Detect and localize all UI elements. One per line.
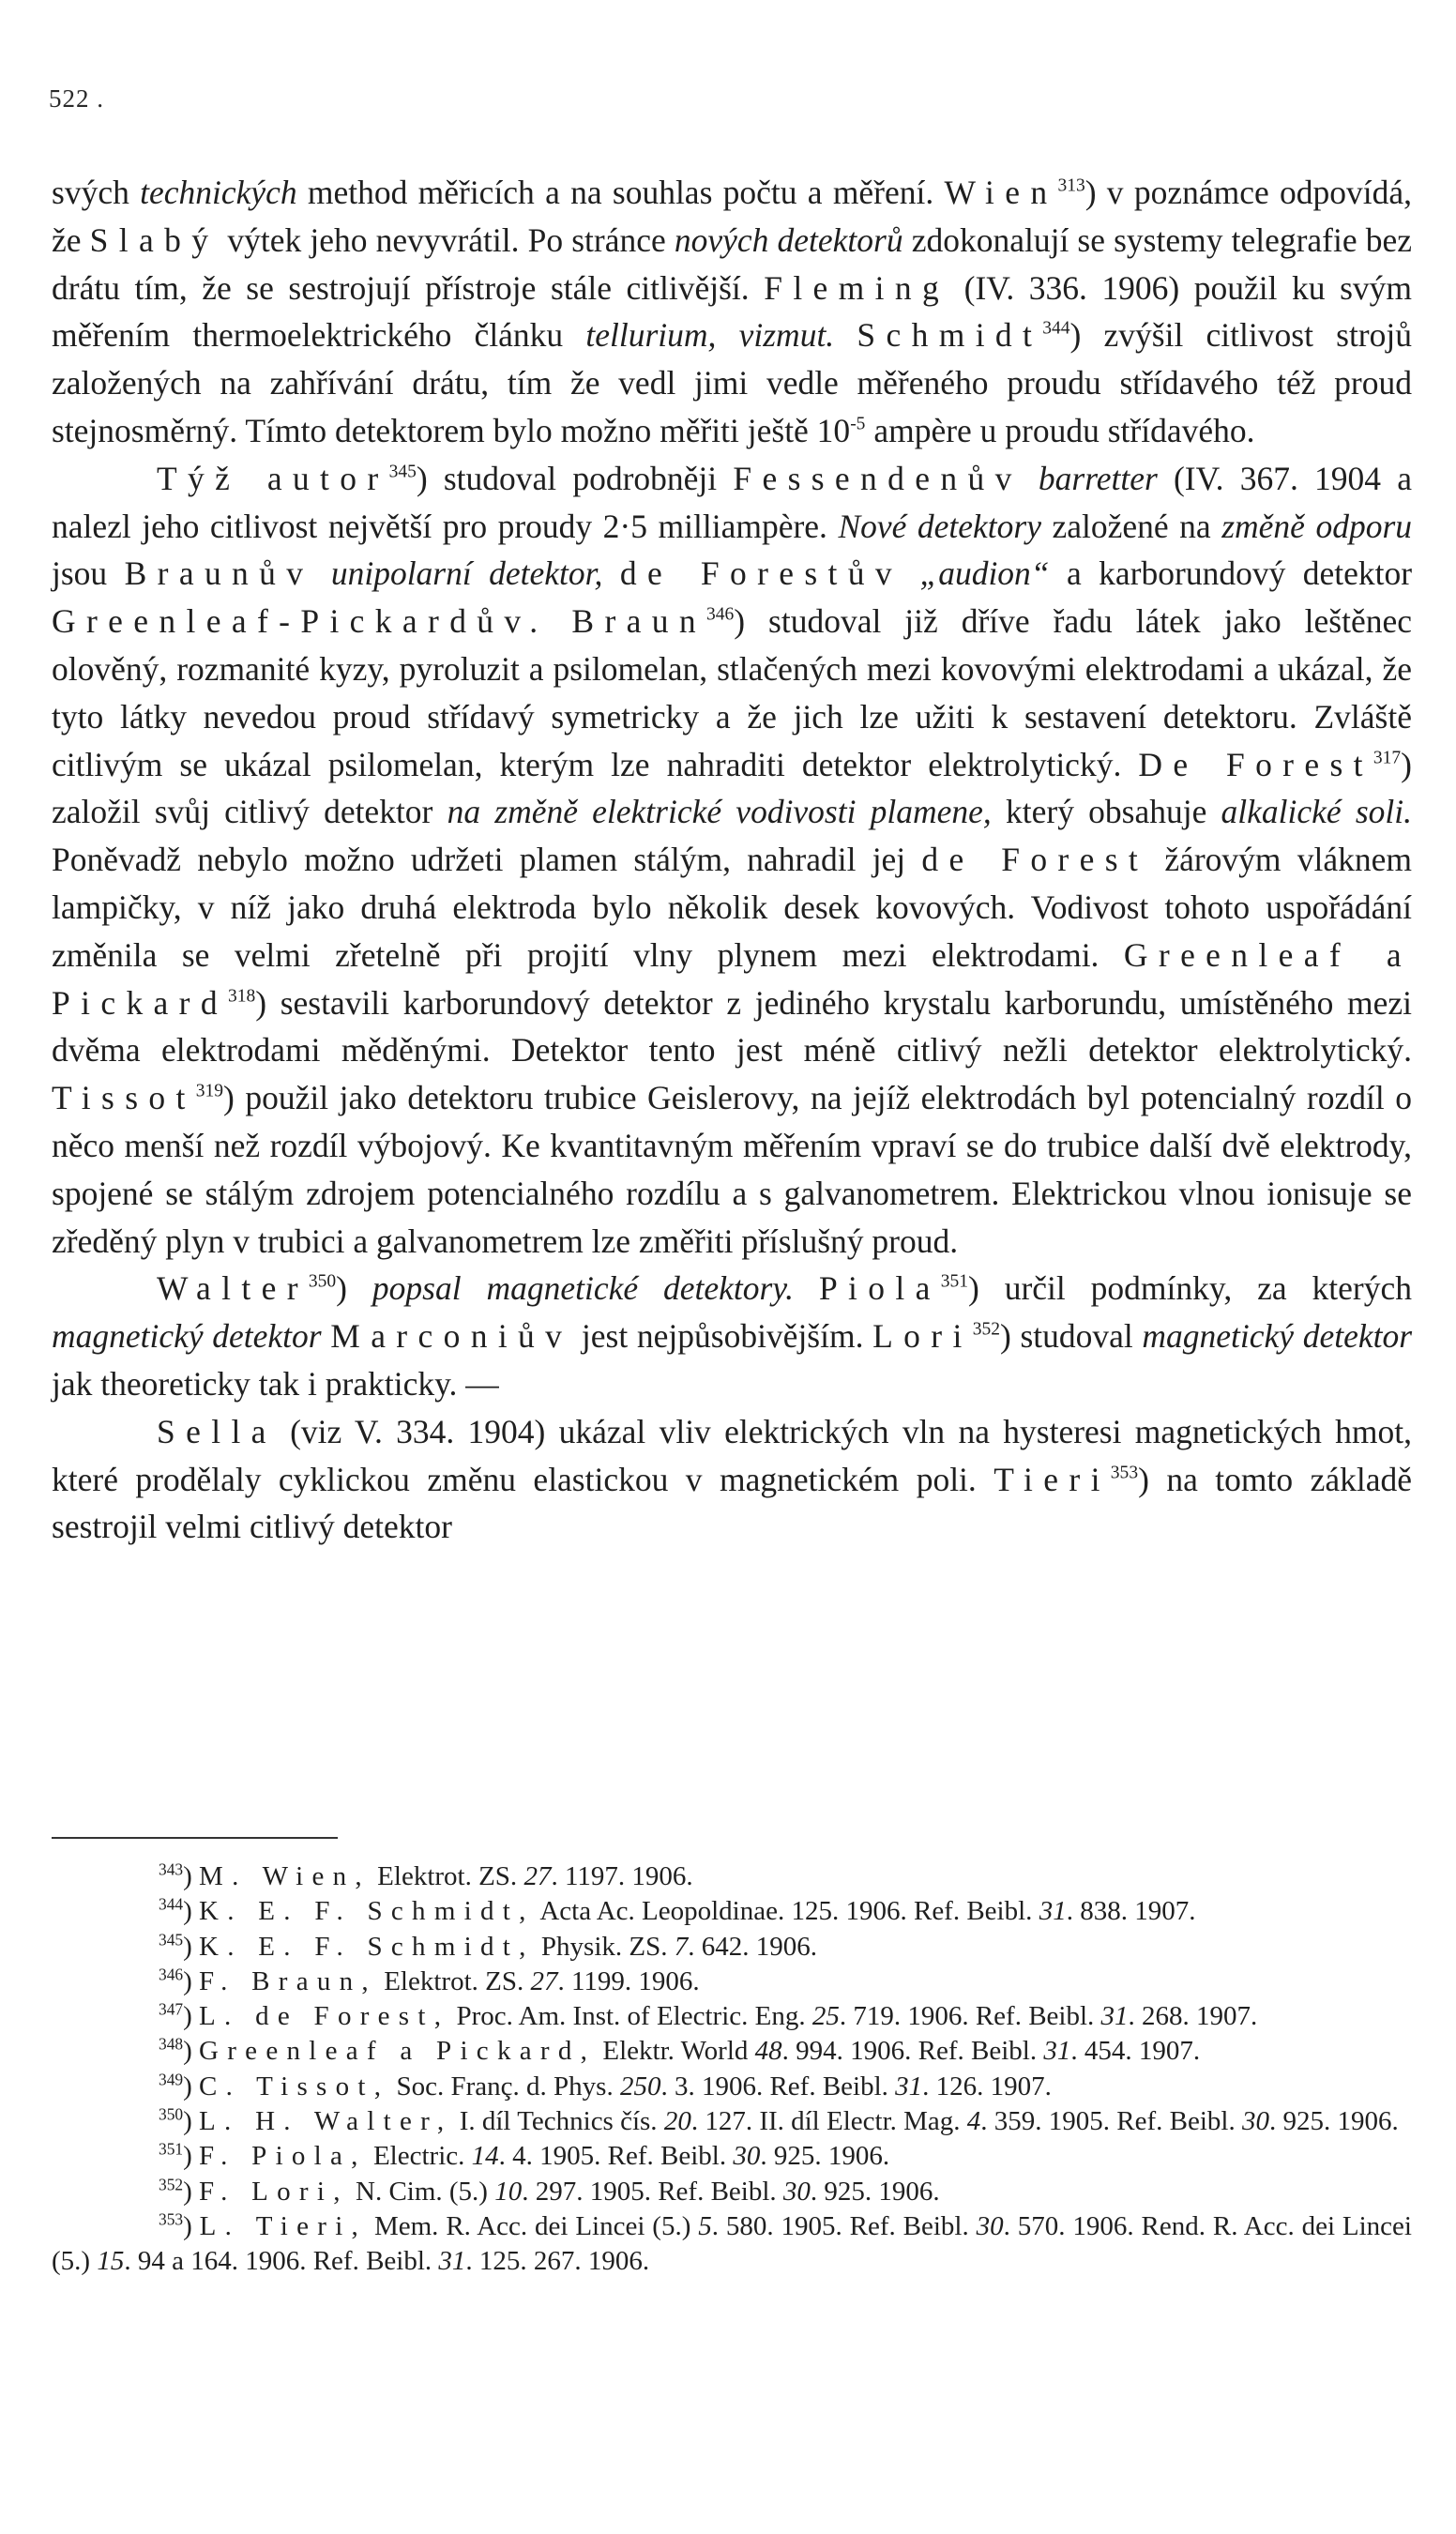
- footnote: $^{343}$) M. Wien, Elektrot. ZS. 27. 1197. 1906.: [159, 1859, 693, 1891]
- author-name: Greenleaf a Pickard: [52, 935, 1412, 1022]
- author-name: Fessendenův: [733, 459, 1023, 497]
- author-name: Lori: [872, 1317, 973, 1356]
- footnote-ref: 353: [1110, 1462, 1139, 1482]
- body-text: [52, 169, 1412, 1551]
- footnote-ref: 352: [972, 1319, 1000, 1340]
- footnote-ref: 346: [705, 604, 735, 625]
- author-name: Schmidt: [857, 316, 1043, 355]
- author-name: Tieri: [993, 1460, 1111, 1498]
- footnote-ref: 318: [227, 985, 256, 1006]
- author-name: Piola: [818, 1269, 941, 1308]
- footnote-ref: 351: [940, 1271, 968, 1292]
- author-name: De Forest: [1138, 745, 1373, 783]
- author-name: Walter: [157, 1269, 309, 1308]
- footnote: $^{345}$) K. E. F. Schmidt, Physik. ZS. 7. 642. 1906.: [159, 1930, 817, 1962]
- author-name: Wien: [944, 174, 1058, 211]
- author-name: Fleming: [764, 268, 950, 307]
- author-name: Braunův: [124, 554, 314, 593]
- footnote: $^{351}$) F. Piola, Electric. 14. 4. 1905. Ref. Beibl. 30. 925. 1906.: [159, 2139, 890, 2172]
- author-name: Marconiův: [330, 1317, 573, 1356]
- footnote-ref: 344: [1042, 318, 1070, 339]
- footnote: $^{350}$) L. H. Walter, I. díl Technics čís. 20. 127. II. díl Electr. Mag. 4. 359. 1905. Ref. Beibl. 30. 925. 1906.: [159, 2104, 1399, 2137]
- author-name: de Forest: [921, 841, 1149, 879]
- author-name: Týž autor: [157, 459, 389, 497]
- footnote: $^{347}$) L. de Forest, Proc. Am. Inst. of Electric. Eng. 25. 719. 1906. Ref. Beibl. 31. 268. 1907.: [159, 1999, 1258, 2032]
- paragraph-4: Sella (viz V. 334. 1904) ukázal vliv elektrických vln na hysteresi magnetických hmot, které prodělaly cyklickou změnu elastickou v magnetickém poli. Tieri$^{353}$) na tomto základě sestrojil velmi citlivý detektor: [52, 1412, 1412, 1546]
- footnote: $^{348}$) Greenleaf a Pickard, Elektr. World 48. 994. 1906. Ref. Beibl. 31. 454. 1907.: [159, 2035, 1201, 2067]
- footnote: $^{346}$) F. Braun, Elektrot. ZS. 27. 1199. 1906.: [159, 1965, 700, 1996]
- author-name: Tissot: [52, 1079, 196, 1117]
- footnotes: [52, 1859, 1412, 2280]
- footnote-ref: 345: [388, 462, 417, 482]
- author-name: Braun: [571, 602, 706, 641]
- footnote: $^{352}$) F. Lori, N. Cim. (5.) 10. 297. 1905. Ref. Beibl. 30. 925. 1906.: [159, 2175, 940, 2207]
- paragraph-2: Týž autor$^{345}$) studoval podrobněji Fessendenův barretter (IV. 367. 1904 a nalezl jeho citlivost největší pro proudy 2·5 milliampère. Nové detektory založené na změně odporu jsou Braunův unipolarní detektor, de Forestův „audion“ a karborundový detektor Greenleaf-Pickardův. Braun$^{346}$) studoval již dříve řadu látek jako leštěnec olověný, rozmanité kyzy, pyroluzit a psilomelan, stlačených mezi kovovými elektrodami a ukázal, že tyto látky nevedou proud střídavý symetricky a že jich lze užiti k sestavení detektoru. Zvláště citlivým se ukázal psilomelan, kterým lze nahraditi detektor elektrolytický. De Forest$^{317}$) založil svůj citlivý detektor na změně elektrické vodivosti plamene, který obsahuje alkalické soli. Poněvadž nebylo možno udržeti plamen stálým, nahradil jej de Forest žárovým vláknem lampičky, v níž jako druhá elektroda bylo několik desek kovových. Vodivost tohoto uspořádání změnila se velmi zřetelně při projití vlny plynem mezi elektrodami. Greenleaf a Pickard$^{318}$) sestavili karborundový detektor z jediného krystalu karborundu, umístěného mezi dvěma elektrodami měděnými. Detektor tento jest méně citlivý nežli detektor elektrolytický. Tissot$^{319}$) použil jako detektoru trubice Geislerovy, na jejíž elektrodách byl potencialný rozdíl o něco menší než rozdíl výbojový. Ke kvantitavným měřením vpraví se do trubice další dvě elektrody, spojené se stálým zdrojem potencialného rozdílu a s galvanometrem. Elektrickou vlnou ionisuje se zředěný plyn v trubici a galvanometrem lze změřiti příslušný proud.: [52, 459, 1413, 1260]
- page-number: 522 .: [49, 84, 104, 113]
- footnote-ref: 350: [308, 1271, 337, 1292]
- footnote-ref: 313: [1057, 175, 1085, 196]
- footnote: $^{349}$) C. Tissot, Soc. Franç. d. Phys. 250. 3. 1906. Ref. Beibl. 31. 126. 1907.: [159, 2070, 1052, 2102]
- author-name: Greenleaf-Pickardův.: [52, 602, 549, 641]
- footnote-ref: 319: [195, 1081, 223, 1101]
- footnote-rule: [52, 1837, 338, 1839]
- author-name: de Forestův: [619, 554, 903, 593]
- paragraph-1: svých technických method měřicích a na souhlas počtu a měření. Wien$^{313}$) v poznámce odpovídá, že Slabý výtek jeho nevyvrátil. Po stránce nových detektorů zdokonalují se systemy telegrafie bez drátu tím, že se sestrojují přístroje stále citlivější. Fleming (IV. 336. 1906) použil ku svým měřením thermoelektrického článku tellurium, vizmut. Schmidt$^{344}$) zvýšil citlivost strojů založených na zahřívání drátu, tím že vedl jimi vedle měřeného proudu střídavého též proud stejnosměrný. Tímto detektorem bylo možno měřiti ještě $10^{-5}$ ampère u proudu střídavého.: [52, 174, 1413, 449]
- author-name: Slabý: [89, 220, 220, 259]
- paragraph-3: Walter$^{350}$) popsal magnetické detektory. Piola$^{351}$) určil podmínky, za kterých magnetický detektor Marconiův jest nejpůsobivějším. Lori$^{352}$) studoval magnetický detektor jak theoreticky tak i prakticky. —: [52, 1269, 1413, 1403]
- footnote-ref: 317: [1373, 747, 1402, 767]
- footnote: $^{344}$) K. E. F. Schmidt, Acta Ac. Leopoldinae. 125. 1906. Ref. Beibl. 31. 838. 1907.: [159, 1894, 1196, 1927]
- footnote: $^{353}$) L. Tieri, Mem. R. Acc. dei Lincei (5.) 5. 580. 1905. Ref. Beibl. 30. 570. 1906. Rend. R. Acc. dei Lincei (5.) 15. 94 a 164. 1906. Ref. Beibl. 31. 125. 267. 1906.: [52, 2209, 1412, 2277]
- author-name: Sella: [157, 1412, 277, 1450]
